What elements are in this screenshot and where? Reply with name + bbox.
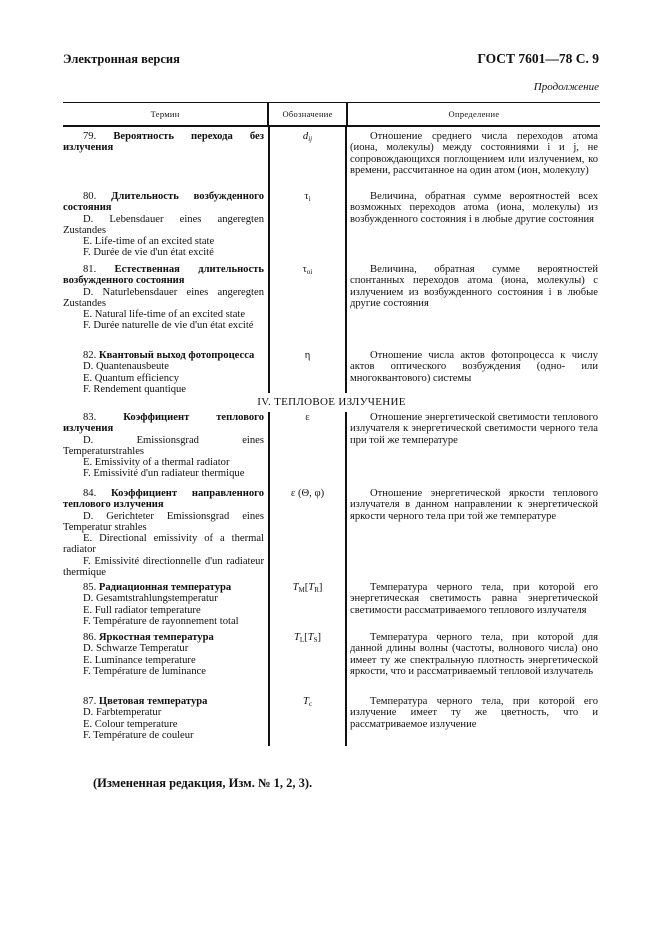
term-fr: F. Température de rayonnement total [83, 615, 239, 627]
term-number: 79. [83, 131, 97, 142]
term-en: E. Quantum efficiency [83, 372, 179, 384]
symbol: τ [302, 264, 307, 275]
symbol-subscript: i [308, 195, 311, 203]
symbol-cell [268, 175, 345, 260]
symbol: T [302, 696, 309, 707]
terms-table [63, 102, 600, 746]
column-header-symbol: Обозначение [267, 103, 346, 125]
symbol-cell [268, 692, 345, 746]
symbol: T [292, 582, 299, 593]
symbol: η [304, 350, 311, 361]
symbol-cell [268, 412, 345, 484]
symbol-cell [268, 127, 345, 175]
term-de: D. Naturlebensdauer eines angeregten Zustandes [63, 286, 264, 309]
term-name: Яркостная температура [98, 632, 214, 643]
symbol-cell [268, 484, 345, 578]
term-cell [63, 692, 268, 746]
table-row [63, 346, 600, 393]
term-de: D. Lebensdauer eines angeregten Zustandes [63, 213, 264, 236]
edition-label: Электронная версия [63, 52, 180, 66]
term-number: 86. [83, 632, 97, 643]
term-cell [63, 260, 268, 346]
term-name: Квантовый выход фотопроцесса [98, 350, 255, 361]
term-cell [63, 127, 268, 175]
term-cell [63, 346, 268, 393]
term-name: Естественная длительность возбужденного состояния [63, 264, 264, 287]
term-number: 81. [83, 264, 97, 275]
term-fr: F. Température de couleur [83, 729, 194, 741]
term-en: E. Luminance temperature [83, 654, 196, 666]
term-name: Коэффициент направленного теплового излучения [63, 488, 264, 511]
table-row [63, 127, 600, 175]
term-name: Радиационная температура [98, 582, 232, 593]
term-fr: F. Durée naturelle de vie d'un état excité [83, 320, 254, 332]
standard-page-ref: ГОСТ 7601—78 С. 9 [477, 51, 599, 66]
term-name: Длительность возбужденного состояния [63, 191, 264, 214]
symbol-alt: T [307, 632, 314, 643]
term-en: E. Colour temperature [83, 718, 178, 730]
table-row [63, 628, 600, 692]
term-de: D. Quantenausbeute [83, 361, 169, 373]
definition-text: Отношение энергетической яркости теплового излучателя в данном направлении к энергетической яркости черного тела при той же температуре [350, 488, 598, 522]
term-fr: F. Emissivité directionnelle d'un radiateur thermique [63, 555, 264, 579]
table-row [63, 260, 600, 346]
term-number: 84. [83, 488, 97, 499]
term-de: D. Schwarze Temperatur [83, 643, 189, 655]
table-row [63, 692, 600, 746]
table-row [63, 412, 600, 484]
definition-text: Температура черного тела, при которой его излучение имеет ту же цветность, что и рассматриваемое излучение [350, 696, 598, 730]
term-de: D. Gesamtstrahlungstemperatur [83, 593, 218, 605]
term-number: 85. [83, 582, 97, 593]
term-en: E. Emissivity of a thermal radiator [83, 457, 230, 469]
term-en: E. Natural life-time of an excited state [83, 309, 246, 321]
symbol-alt-subscript: S [313, 636, 318, 644]
symbol-alt-subscript: R [314, 586, 319, 594]
column-header-definition: Определение [346, 103, 600, 125]
definition-text: Температура черного тела, при которой его энергетическая светимость равна энергетической светимости рассматриваемого теплового излучателя [350, 582, 598, 616]
symbol: ε (Θ, φ) [290, 488, 325, 499]
definition-text: Отношение числа актов фотопроцесса к числу актов оптического возбуждения (одно- или многоквантового) системы [350, 350, 598, 384]
section-heading: IV. ТЕПЛОВОЕ ИЗЛУЧЕНИЕ [63, 393, 600, 412]
definition-text: Величина, обратная сумме вероятностей всех возможных переходов атома (иона, молекулы) из возбужденного состояния i в любые другие состояния [350, 191, 598, 225]
symbol: T [293, 632, 300, 643]
continuation-label: Продолжение [533, 81, 599, 93]
term-en: E. Directional emissivity of a thermal radiator [63, 533, 264, 556]
symbol-cell [268, 346, 345, 393]
term-de: D. Emissionsgrad eines Temperaturstrahles [63, 434, 264, 457]
term-number: 87. [83, 696, 97, 707]
symbol-alt: T [308, 582, 315, 593]
definition-text: Отношение среднего числа переходов атома (иона, молекулы) между состояниями i и j, не сопровождающихся поглощением или излучением, ко времени, рассчитанное на один атом (ион, молекулу) [350, 131, 598, 176]
term-cell [63, 484, 268, 578]
term-cell [63, 628, 268, 692]
term-de: D. Farbtemperatur [83, 707, 162, 719]
term-name: Цветовая температура [98, 696, 208, 707]
symbol: d [302, 131, 309, 142]
term-number: 82. [83, 350, 97, 361]
definition-text: Отношение энергетической светимости теплового излучателя к энергетической светимости черного тела при той же температуре [350, 412, 598, 446]
term-fr: F. Emissivité d'un radiateur thermique [83, 468, 245, 480]
table-row [63, 484, 600, 578]
definition-cell [345, 484, 598, 578]
definition-cell [345, 692, 598, 746]
term-fr: F. Rendement quantique [83, 383, 187, 395]
term-cell [63, 412, 268, 484]
term-fr: F. Durée de vie d'un état excité [83, 247, 214, 259]
definition-cell [345, 578, 598, 628]
symbol-subscript: c [308, 700, 312, 708]
revision-note: (Измененная редакция, Изм. № 1, 2, 3). [93, 776, 313, 790]
definition-cell [345, 346, 598, 393]
definition-text: Температура черного тела, при которой для данной длины волны (частоты, волнового числа) оно имеет ту же спектральную плотность энергетической яркости, что и рассматриваемый тепловой излучатель [350, 632, 598, 677]
term-de: D. Gerichteter Emissionsgrad eines Temperatur strahles [63, 510, 264, 533]
term-en: E. Life-time of an excited state [83, 236, 215, 248]
definition-text: Величина, обратная сумме вероятностей спонтанных переходов атома (иона, молекулы) с излучением из возбужденного состояния i в любые другие состояния [350, 264, 598, 309]
term-cell [63, 578, 268, 628]
definition-cell [345, 412, 598, 484]
symbol-cell [268, 260, 345, 346]
table-row [63, 175, 600, 260]
definition-cell [345, 175, 598, 260]
table-header [63, 102, 600, 127]
definition-cell [345, 260, 598, 346]
symbol-subscript: ij [308, 135, 313, 143]
term-fr: F. Température de luminance [83, 665, 206, 677]
term-cell [63, 175, 268, 260]
symbol-subscript: L [299, 636, 305, 644]
symbol-subscript: oi [306, 268, 313, 276]
symbol: ε [305, 412, 310, 423]
term-name: Вероятность перехода без излучения [63, 131, 264, 154]
table-row [63, 578, 600, 628]
symbol-subscript: M [298, 586, 305, 594]
symbol: τ [304, 191, 309, 202]
definition-cell [345, 127, 598, 175]
definition-cell [345, 628, 598, 692]
symbol-cell: $T_L[T_S]$ [268, 628, 345, 692]
column-header-term: Термин [150, 109, 180, 119]
term-name: Коэффициент теплового излучения [63, 412, 264, 435]
term-en: E. Full radiator temperature [83, 604, 201, 616]
term-number: 80. [83, 191, 97, 202]
symbol-cell: $T_M[T_R]$ [268, 578, 345, 628]
term-number: 83. [83, 412, 97, 423]
